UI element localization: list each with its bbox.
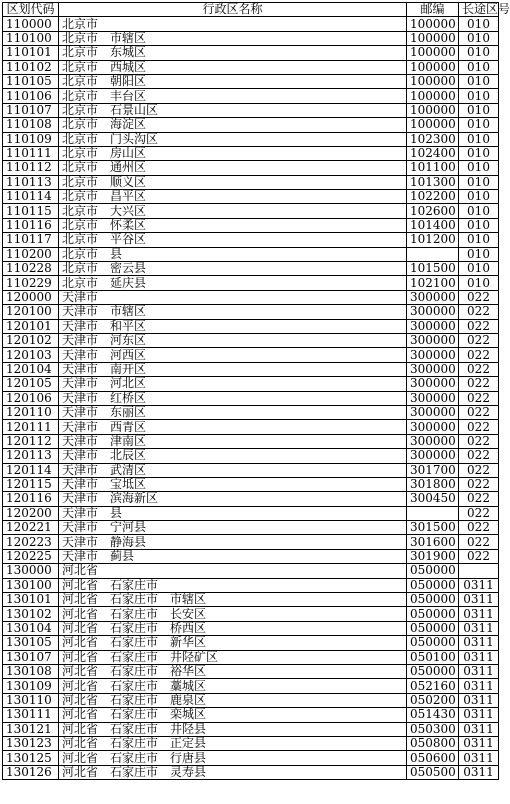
cell-area-code: 010 (459, 175, 499, 189)
table-row (3, 218, 499, 232)
table-row (3, 132, 499, 146)
cell-area-code: 010 (459, 247, 499, 261)
cell-area-code: 022 (459, 362, 499, 376)
table-body (3, 17, 499, 780)
cell-name: 北京市 石景山区 (59, 103, 407, 117)
cell-name: 河北省 石家庄市 井陉矿区 (59, 650, 407, 664)
table-row (3, 593, 499, 607)
cell-area-code: 010 (459, 218, 499, 232)
cell-code: 130123 (3, 736, 59, 750)
cell-code: 130109 (3, 679, 59, 693)
cell-postcode: 051430 (407, 708, 459, 722)
cell-code: 130000 (3, 564, 59, 578)
cell-postcode: 300000 (407, 319, 459, 333)
cell-code: 120113 (3, 449, 59, 463)
cell-name: 河北省 石家庄市 (59, 578, 407, 592)
cell-postcode: 301800 (407, 477, 459, 491)
cell-code: 130101 (3, 593, 59, 607)
table-row (3, 650, 499, 664)
cell-area-code: 0311 (459, 621, 499, 635)
cell-postcode: 100000 (407, 31, 459, 45)
cell-area-code: 022 (459, 305, 499, 319)
table-row (3, 377, 499, 391)
table-row (3, 118, 499, 132)
cell-code: 130104 (3, 621, 59, 635)
cell-name: 河北省 石家庄市 裕华区 (59, 664, 407, 678)
cell-name: 天津市 县 (59, 506, 407, 520)
cell-area-code: 022 (459, 549, 499, 563)
cell-name: 天津市 河西区 (59, 348, 407, 362)
cell-name: 河北省 石家庄市 灵寿县 (59, 765, 407, 779)
spreadsheet (2, 2, 510, 780)
cell-area-code: 0311 (459, 578, 499, 592)
cell-area-code: 0311 (459, 708, 499, 722)
table-row (3, 765, 499, 779)
cell-code: 110106 (3, 89, 59, 103)
cell-name: 河北省 石家庄市 井陉县 (59, 722, 407, 736)
table-row (3, 60, 499, 74)
cell-code: 110108 (3, 118, 59, 132)
table-row (3, 621, 499, 635)
table-row (3, 405, 499, 419)
table-row (3, 492, 499, 506)
cell-code: 130105 (3, 636, 59, 650)
cell-postcode: 300000 (407, 348, 459, 362)
cell-area-code: 010 (459, 118, 499, 132)
cell-code: 120221 (3, 521, 59, 535)
table-row (3, 31, 499, 45)
cell-code: 120116 (3, 492, 59, 506)
table-row (3, 708, 499, 722)
cell-postcode (407, 506, 459, 520)
cell-area-code: 022 (459, 434, 499, 448)
cell-code: 120106 (3, 391, 59, 405)
cell-postcode: 100000 (407, 89, 459, 103)
cell-name: 天津市 武清区 (59, 463, 407, 477)
cell-code: 130125 (3, 751, 59, 765)
table-row (3, 262, 499, 276)
cell-postcode: 300000 (407, 333, 459, 347)
cell-area-code: 022 (459, 449, 499, 463)
cell-area-code: 0311 (459, 722, 499, 736)
cell-name: 北京市 县 (59, 247, 407, 261)
cell-postcode: 102600 (407, 204, 459, 218)
table-row (3, 434, 499, 448)
cell-area-code: 022 (459, 420, 499, 434)
cell-area-code: 010 (459, 161, 499, 175)
table-row (3, 146, 499, 160)
cell-code: 110100 (3, 31, 59, 45)
cell-postcode: 301600 (407, 535, 459, 549)
cell-postcode: 300000 (407, 391, 459, 405)
cell-name: 天津市 河东区 (59, 333, 407, 347)
cell-name: 天津市 和平区 (59, 319, 407, 333)
table-row (3, 664, 499, 678)
cell-postcode: 300000 (407, 434, 459, 448)
cell-code: 120110 (3, 405, 59, 419)
cell-name: 天津市 宝坻区 (59, 477, 407, 491)
table-row (3, 89, 499, 103)
cell-name: 北京市 西城区 (59, 60, 407, 74)
cell-postcode: 300000 (407, 362, 459, 376)
table-row (3, 333, 499, 347)
cell-name: 河北省 石家庄市 藁城区 (59, 679, 407, 693)
table-row (3, 564, 499, 578)
cell-postcode: 300000 (407, 449, 459, 463)
cell-name: 河北省 石家庄市 正定县 (59, 736, 407, 750)
cell-area-code: 022 (459, 463, 499, 477)
cell-name: 北京市 顺义区 (59, 175, 407, 189)
cell-name: 北京市 昌平区 (59, 190, 407, 204)
cell-code: 120223 (3, 535, 59, 549)
header-name: 行政区名称 (59, 3, 407, 17)
cell-postcode: 300000 (407, 305, 459, 319)
cell-name: 河北省 石家庄市 桥西区 (59, 621, 407, 635)
cell-area-code: 022 (459, 391, 499, 405)
cell-name: 天津市 静海县 (59, 535, 407, 549)
cell-area-code: 0311 (459, 664, 499, 678)
cell-area-code: 010 (459, 17, 499, 31)
cell-name: 天津市 市辖区 (59, 305, 407, 319)
cell-area-code: 0311 (459, 636, 499, 650)
cell-postcode: 100000 (407, 74, 459, 88)
table-row (3, 362, 499, 376)
cell-code: 110117 (3, 233, 59, 247)
cell-name: 天津市 西青区 (59, 420, 407, 434)
cell-name: 河北省 石家庄市 市辖区 (59, 593, 407, 607)
cell-code: 120225 (3, 549, 59, 563)
cell-area-code: 010 (459, 46, 499, 60)
cell-postcode: 101200 (407, 233, 459, 247)
cell-area-code: 022 (459, 405, 499, 419)
header-row (3, 3, 499, 17)
cell-code: 110105 (3, 74, 59, 88)
cell-code: 110229 (3, 276, 59, 290)
cell-area-code: 010 (459, 60, 499, 74)
cell-postcode: 050200 (407, 693, 459, 707)
table-row (3, 276, 499, 290)
cell-area-code: 022 (459, 333, 499, 347)
cell-name: 北京市 通州区 (59, 161, 407, 175)
cell-area-code: 010 (459, 31, 499, 45)
cell-postcode: 050000 (407, 664, 459, 678)
cell-code: 120112 (3, 434, 59, 448)
cell-code: 130121 (3, 722, 59, 736)
table-row (3, 420, 499, 434)
table-row (3, 175, 499, 189)
cell-area-code: 022 (459, 290, 499, 304)
cell-area-code: 022 (459, 319, 499, 333)
cell-area-code: 0311 (459, 693, 499, 707)
cell-name: 河北省 石家庄市 栾城区 (59, 708, 407, 722)
cell-area-code: 010 (459, 146, 499, 160)
cell-area-code: 010 (459, 262, 499, 276)
cell-name: 北京市 门头沟区 (59, 132, 407, 146)
cell-name: 天津市 北辰区 (59, 449, 407, 463)
cell-postcode: 050800 (407, 736, 459, 750)
cell-code: 120111 (3, 420, 59, 434)
cell-area-code: 022 (459, 492, 499, 506)
cell-postcode: 101400 (407, 218, 459, 232)
cell-name: 天津市 津南区 (59, 434, 407, 448)
cell-area-code: 010 (459, 132, 499, 146)
cell-area-code: 022 (459, 348, 499, 362)
cell-code: 120115 (3, 477, 59, 491)
cell-postcode: 102300 (407, 132, 459, 146)
cell-name: 河北省 石家庄市 长安区 (59, 607, 407, 621)
cell-name: 天津市 东丽区 (59, 405, 407, 419)
cell-name: 北京市 市辖区 (59, 31, 407, 45)
table-row (3, 506, 499, 520)
cell-postcode: 300000 (407, 290, 459, 304)
cell-name: 北京市 大兴区 (59, 204, 407, 218)
table-row (3, 17, 499, 31)
cell-code: 110111 (3, 146, 59, 160)
cell-code: 110000 (3, 17, 59, 31)
cell-name: 北京市 房山区 (59, 146, 407, 160)
cell-code: 110112 (3, 161, 59, 175)
cell-area-code: 022 (459, 377, 499, 391)
cell-postcode: 100000 (407, 118, 459, 132)
table-row (3, 391, 499, 405)
table-row (3, 477, 499, 491)
cell-name: 天津市 滨海新区 (59, 492, 407, 506)
cell-code: 130100 (3, 578, 59, 592)
cell-area-code (459, 564, 499, 578)
cell-code: 120103 (3, 348, 59, 362)
header-area-code: 长途区号 (459, 3, 499, 17)
cell-postcode: 102100 (407, 276, 459, 290)
cell-postcode: 050000 (407, 564, 459, 578)
cell-name: 天津市 蓟县 (59, 549, 407, 563)
cell-code: 130107 (3, 650, 59, 664)
cell-code: 110228 (3, 262, 59, 276)
table-row (3, 679, 499, 693)
cell-code: 120104 (3, 362, 59, 376)
cell-area-code: 0311 (459, 593, 499, 607)
cell-postcode: 050500 (407, 765, 459, 779)
cell-name: 北京市 怀柔区 (59, 218, 407, 232)
region-code-table (2, 2, 510, 780)
cell-code: 120100 (3, 305, 59, 319)
cell-postcode: 300000 (407, 420, 459, 434)
cell-name: 北京市 平谷区 (59, 233, 407, 247)
cell-code: 120000 (3, 290, 59, 304)
cell-area-code: 010 (459, 103, 499, 117)
table-row (3, 449, 499, 463)
cell-name: 天津市 河北区 (59, 377, 407, 391)
cell-postcode: 102400 (407, 146, 459, 160)
cell-code: 120114 (3, 463, 59, 477)
cell-code: 110116 (3, 218, 59, 232)
cell-name: 北京市 密云县 (59, 262, 407, 276)
table-row (3, 693, 499, 707)
cell-name: 河北省 石家庄市 新华区 (59, 636, 407, 650)
table-row (3, 190, 499, 204)
cell-code: 130126 (3, 765, 59, 779)
cell-postcode: 050000 (407, 593, 459, 607)
cell-name: 河北省 石家庄市 鹿泉区 (59, 693, 407, 707)
cell-area-code: 0311 (459, 607, 499, 621)
table-row (3, 204, 499, 218)
cell-postcode: 050300 (407, 722, 459, 736)
cell-postcode: 101500 (407, 262, 459, 276)
table-row (3, 736, 499, 750)
cell-code: 110115 (3, 204, 59, 218)
cell-area-code: 010 (459, 233, 499, 247)
cell-code: 120102 (3, 333, 59, 347)
cell-area-code: 022 (459, 506, 499, 520)
cell-area-code: 0311 (459, 736, 499, 750)
cell-area-code: 022 (459, 477, 499, 491)
cell-code: 110113 (3, 175, 59, 189)
table-row (3, 290, 499, 304)
cell-postcode (407, 247, 459, 261)
cell-code: 110102 (3, 60, 59, 74)
cell-name: 北京市 丰台区 (59, 89, 407, 103)
table-row (3, 233, 499, 247)
header-postcode: 邮编 (407, 3, 459, 17)
cell-code: 120101 (3, 319, 59, 333)
table-row (3, 161, 499, 175)
cell-code: 130102 (3, 607, 59, 621)
table-row (3, 46, 499, 60)
cell-code: 130108 (3, 664, 59, 678)
table-row (3, 247, 499, 261)
cell-name: 北京市 海淀区 (59, 118, 407, 132)
cell-code: 110200 (3, 247, 59, 261)
table-row (3, 305, 499, 319)
cell-postcode: 101300 (407, 175, 459, 189)
cell-code: 110114 (3, 190, 59, 204)
cell-name: 河北省 (59, 564, 407, 578)
cell-area-code: 010 (459, 74, 499, 88)
cell-postcode: 050000 (407, 636, 459, 650)
cell-postcode: 100000 (407, 46, 459, 60)
cell-area-code: 0311 (459, 765, 499, 779)
cell-postcode: 102200 (407, 190, 459, 204)
table-row (3, 607, 499, 621)
cell-postcode: 050000 (407, 621, 459, 635)
cell-postcode: 300450 (407, 492, 459, 506)
cell-postcode: 301500 (407, 521, 459, 535)
cell-area-code: 022 (459, 521, 499, 535)
header-code: 区划代码 (3, 3, 59, 17)
table-row (3, 521, 499, 535)
cell-name: 河北省 石家庄市 行唐县 (59, 751, 407, 765)
table-row (3, 751, 499, 765)
cell-postcode: 052160 (407, 679, 459, 693)
table-row (3, 722, 499, 736)
cell-postcode: 050600 (407, 751, 459, 765)
table-row (3, 535, 499, 549)
cell-code: 110107 (3, 103, 59, 117)
cell-name: 天津市 (59, 290, 407, 304)
cell-code: 130111 (3, 708, 59, 722)
cell-postcode: 300000 (407, 405, 459, 419)
cell-code: 120200 (3, 506, 59, 520)
cell-area-code: 0311 (459, 650, 499, 664)
cell-name: 天津市 南开区 (59, 362, 407, 376)
cell-area-code: 010 (459, 190, 499, 204)
cell-postcode: 100000 (407, 103, 459, 117)
cell-postcode: 050100 (407, 650, 459, 664)
cell-area-code: 0311 (459, 679, 499, 693)
cell-area-code: 0311 (459, 751, 499, 765)
cell-postcode: 301900 (407, 549, 459, 563)
cell-area-code: 022 (459, 535, 499, 549)
cell-postcode: 050000 (407, 607, 459, 621)
cell-postcode: 100000 (407, 17, 459, 31)
table-row (3, 74, 499, 88)
cell-code: 110101 (3, 46, 59, 60)
cell-name: 天津市 宁河县 (59, 521, 407, 535)
cell-postcode: 100000 (407, 60, 459, 74)
table-row (3, 103, 499, 117)
cell-postcode: 301700 (407, 463, 459, 477)
cell-name: 北京市 朝阳区 (59, 74, 407, 88)
cell-code: 120105 (3, 377, 59, 391)
cell-area-code: 010 (459, 276, 499, 290)
cell-name: 北京市 延庆县 (59, 276, 407, 290)
cell-postcode: 300000 (407, 377, 459, 391)
cell-code: 110109 (3, 132, 59, 146)
cell-postcode: 101100 (407, 161, 459, 175)
table-row (3, 578, 499, 592)
cell-code: 130110 (3, 693, 59, 707)
table-row (3, 463, 499, 477)
cell-postcode: 050000 (407, 578, 459, 592)
table-row (3, 319, 499, 333)
cell-name: 北京市 东城区 (59, 46, 407, 60)
cell-area-code: 010 (459, 204, 499, 218)
cell-area-code: 010 (459, 89, 499, 103)
cell-name: 天津市 红桥区 (59, 391, 407, 405)
table-row (3, 348, 499, 362)
table-row (3, 549, 499, 563)
table-row (3, 636, 499, 650)
cell-name: 北京市 (59, 17, 407, 31)
